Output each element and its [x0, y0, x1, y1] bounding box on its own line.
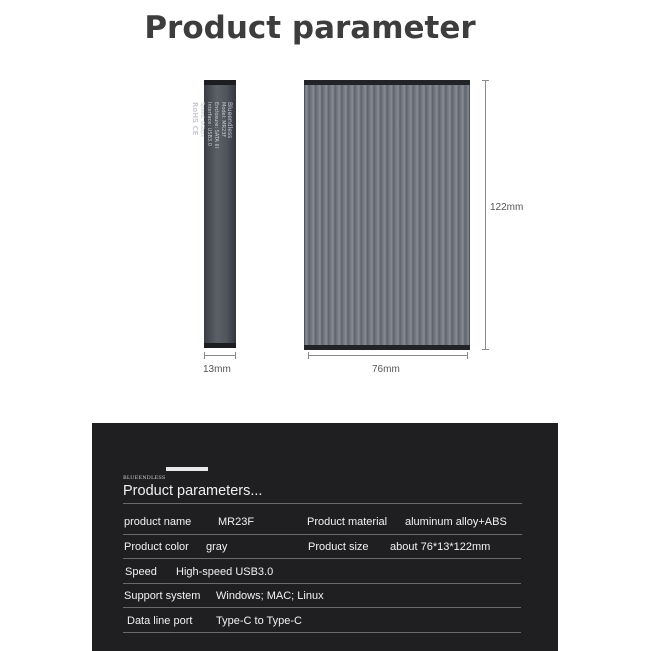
panel-rule	[123, 607, 521, 608]
param-label-product-color: Product color	[124, 541, 189, 553]
height-dimension-label: 122mm	[490, 202, 524, 213]
side-spec-1: Enclosure: SATA III	[213, 102, 219, 148]
side-model: Model: MR23F	[220, 102, 226, 138]
param-label-product-material: Product material	[307, 516, 388, 528]
param-label-data-line-port: Data line port	[127, 615, 193, 627]
width-dimension-label: 76mm	[372, 364, 400, 375]
panel-accent-bar	[166, 467, 208, 471]
enclosure-front-image	[304, 80, 470, 350]
side-end-cap-bottom	[204, 343, 236, 348]
param-value-product-color: gray	[206, 541, 228, 553]
side-spec-3: Speed: 6Gbps	[199, 102, 205, 137]
param-label-support-system: Support system	[124, 590, 201, 602]
depth-dimension-label: 13mm	[203, 364, 231, 375]
param-value-data-line-port: Type-C to Type-C	[216, 615, 302, 627]
panel-rule	[123, 534, 522, 535]
param-value-product-name: MR23F	[218, 516, 255, 528]
panel-heading: Product parameters...	[123, 483, 263, 499]
side-spec-2: Interface: USB3.0	[206, 102, 212, 146]
param-value-support-system: Windows; MAC; Linux	[216, 590, 324, 602]
depth-dimension-line	[204, 355, 236, 356]
panel-rule	[123, 503, 522, 504]
panel-rule	[123, 558, 521, 559]
panel-rule	[123, 583, 521, 584]
side-label-text	[191, 102, 233, 322]
param-value-speed: High-speed USB3.0	[176, 566, 274, 578]
panel-rule	[123, 632, 521, 633]
front-end-cap-bottom	[304, 345, 470, 350]
param-label-speed: Speed	[125, 566, 157, 578]
width-dimension-line	[308, 355, 468, 356]
front-end-cap-top	[304, 80, 470, 85]
param-label-product-size: Product size	[308, 541, 369, 553]
height-dimension-line	[485, 80, 486, 350]
param-label-product-name: product name	[124, 516, 192, 528]
parameters-panel	[92, 423, 558, 651]
side-brand: Blueendless	[226, 102, 233, 139]
side-end-cap-top	[204, 80, 236, 85]
page-title: Product parameter	[144, 10, 476, 46]
enclosure-side-image	[191, 80, 236, 348]
panel-brand: BLUEENDLESS	[123, 475, 166, 481]
param-value-product-size: about 76*13*122mm	[390, 541, 491, 553]
param-value-product-material: aluminum alloy+ABS	[405, 516, 507, 528]
side-rohs: RoHS CE	[191, 102, 199, 136]
